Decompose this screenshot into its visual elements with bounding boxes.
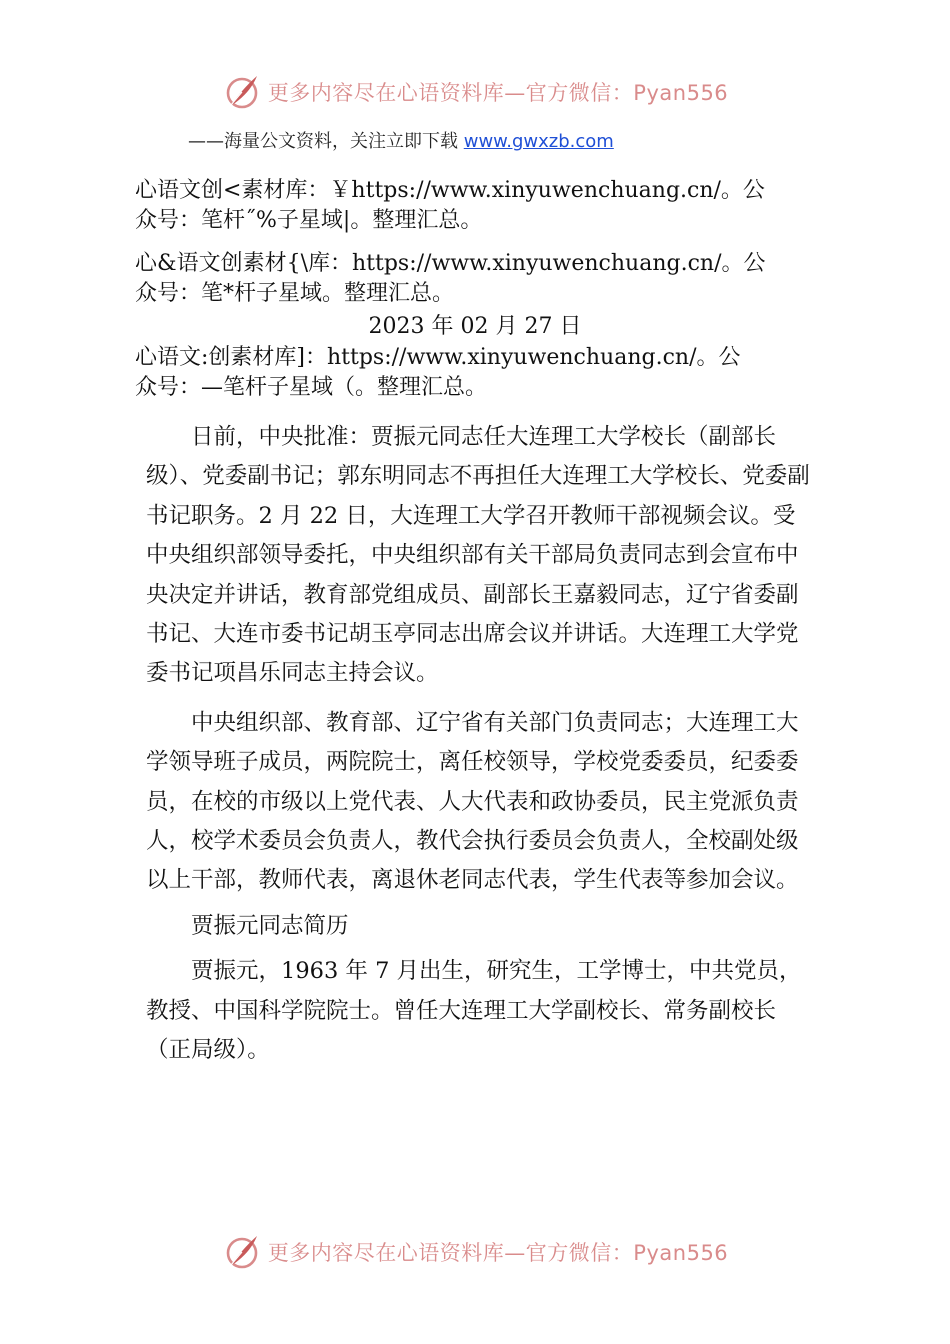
header-banner <box>0 68 950 116</box>
paragraph: 日前，中央批准：贾振元同志任大连理工大学校长（副部长级）、党委副书记；郭东明同志不再担任大连理工大学校长、党委副书记职务。2 月 22 日，大连理工大学召开教师干部视频会议。受中央组织部领导委托，中央组织部有关干部局负责同志到会宣布中央决定并讲话，教育部党组成员、副部长王嘉毅同志，辽宁省委副书记、大连市委书记胡玉亭同志出席会议并讲话。大连理工大学党委书记项昌乐同志主持会议。 <box>146 424 810 687</box>
section-heading: 贾振元同志简历 <box>191 912 349 939</box>
watermark-line: 众号：—笔杆子星域（。整理汇总。 <box>135 375 488 400</box>
download-notice-text: ——海量公文资料，关注立即下载 <box>188 131 464 152</box>
website-link[interactable]: www.gwxzb.com <box>463 131 614 152</box>
article-body <box>146 418 816 1071</box>
footer-banner <box>0 1228 950 1276</box>
watermark-block-2 <box>135 249 825 309</box>
watermark-line: 心语文创<素材库：￥https://www.xinyuwenchuang.cn/。公 <box>135 178 765 203</box>
watermark-block-3 <box>135 343 825 403</box>
watermark-line: 众号：笔杆˝%子星域|。整理汇总。 <box>135 208 483 233</box>
banner-text: 更多内容尽在心语资料库—官方微信：Pyan556 <box>267 1241 729 1265</box>
feather-pen-circle-icon <box>222 1232 262 1272</box>
document-date: 2023 年 02 月 27 日 <box>368 314 582 339</box>
banner-text: 更多内容尽在心语资料库—官方微信：Pyan556 <box>267 81 729 105</box>
paragraph: 中央组织部、教育部、辽宁省有关部门负责同志；大连理工大学领导班子成员，两院院士，离任校领导，学校党委委员，纪委委员，在校的市级以上党代表、人大代表和政协委员，民主党派负责人，校学术委员会负责人，教代会执行委员会负责人，全校副处级以上干部，教师代表，离退休老同志代表，学生代表等参加会议。 <box>146 709 799 894</box>
download-notice <box>188 127 614 153</box>
watermark-line: 心&语文创素材{\库：https://www.xinyuwenchuang.cn/。公 <box>135 251 766 276</box>
paragraph: 贾振元，1963 年 7 月出生，研究生，工学博士，中共党员，教授、中国科学院院士。曾任大连理工大学副校长、常务副校长（正局级）。 <box>146 958 802 1064</box>
watermark-line: 众号：笔*杆子星域。整理汇总。 <box>135 281 455 306</box>
watermark-line: 心语文:创素材库]：https://www.xinyuwenchuang.cn/。公 <box>135 345 741 370</box>
watermark-block-1 <box>135 176 825 236</box>
feather-pen-circle-icon <box>222 72 262 112</box>
